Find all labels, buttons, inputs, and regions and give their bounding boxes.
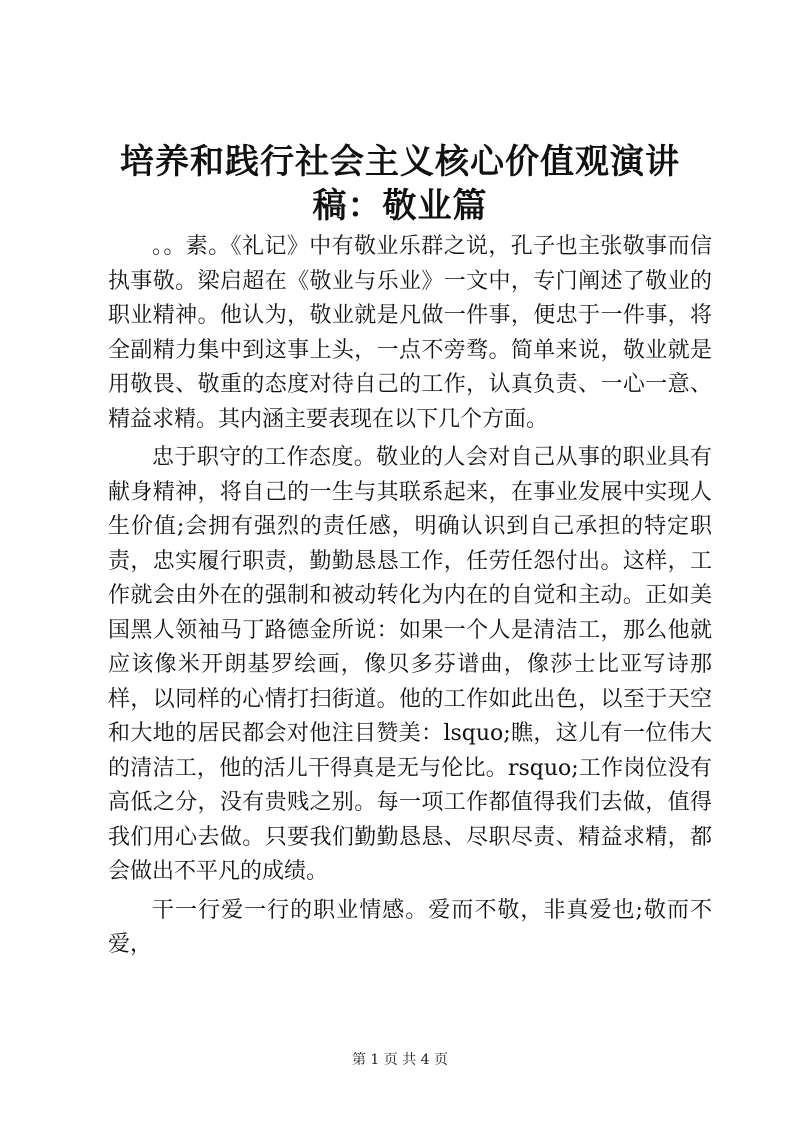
paragraph-1: 。。素。《礼记》中有敬业乐群之说，孔子也主张敬事而信执事敬。梁启超在《敬业与乐业》一文中，专门阐述了敬业的职业精神。他认为，敬业就是凡做一件事，便忠于一件事，将全副精力集中到这事上头，一点不旁骛。简单来说，敬业就是用敬畏、敬重的态度对待自己的工作，认真负责、一心一意、精益求精。其内涵主要表现在以下几个方面。: [108, 234, 712, 432]
paragraph-2: 忠于职守的工作态度。敬业的人会对自己从事的职业具有献身精神，将自己的一生与其联系起来，在事业发展中实现人生价值;会拥有强烈的责任感，明确认识到自己承担的特定职责，忠实履行职责，勤勤恳恳工作，任劳任怨付出。这样，工作就会由外在的强制和被动转化为内在的自觉和主动。正如美国黑人领袖马丁路德金所说：如果一个人是清洁工，那么他就应该像米开朗基罗绘画，像贝多芬谱曲，像莎士比亚写诗那样，以同样的心情打扫街道。他的工作如此出色，以至于天空和大地的居民都会对他注目赞美：lsquo;瞧，这儿有一位伟大的清洁工，他的活儿干得真是无与伦比。rsquo;工作岗位没有高低之分，没有贵贱之别。每一项工作都值得我们去做，值得我们用心去做。只要我们勤勤恳恳、尽职尽责、精益求精，都会做出不平凡的成绩。: [108, 445, 712, 884]
page-number-footer: 第 1 页 共 4 页: [351, 1052, 449, 1068]
document-title: 培养和践行社会主义核心价值观演讲稿：敬业篇: [120, 142, 680, 226]
paragraph-3: 干一行爱一行的职业情感。爱而不敬，非真爱也;敬而不爱，: [108, 897, 712, 957]
document-body: [108, 230, 712, 963]
